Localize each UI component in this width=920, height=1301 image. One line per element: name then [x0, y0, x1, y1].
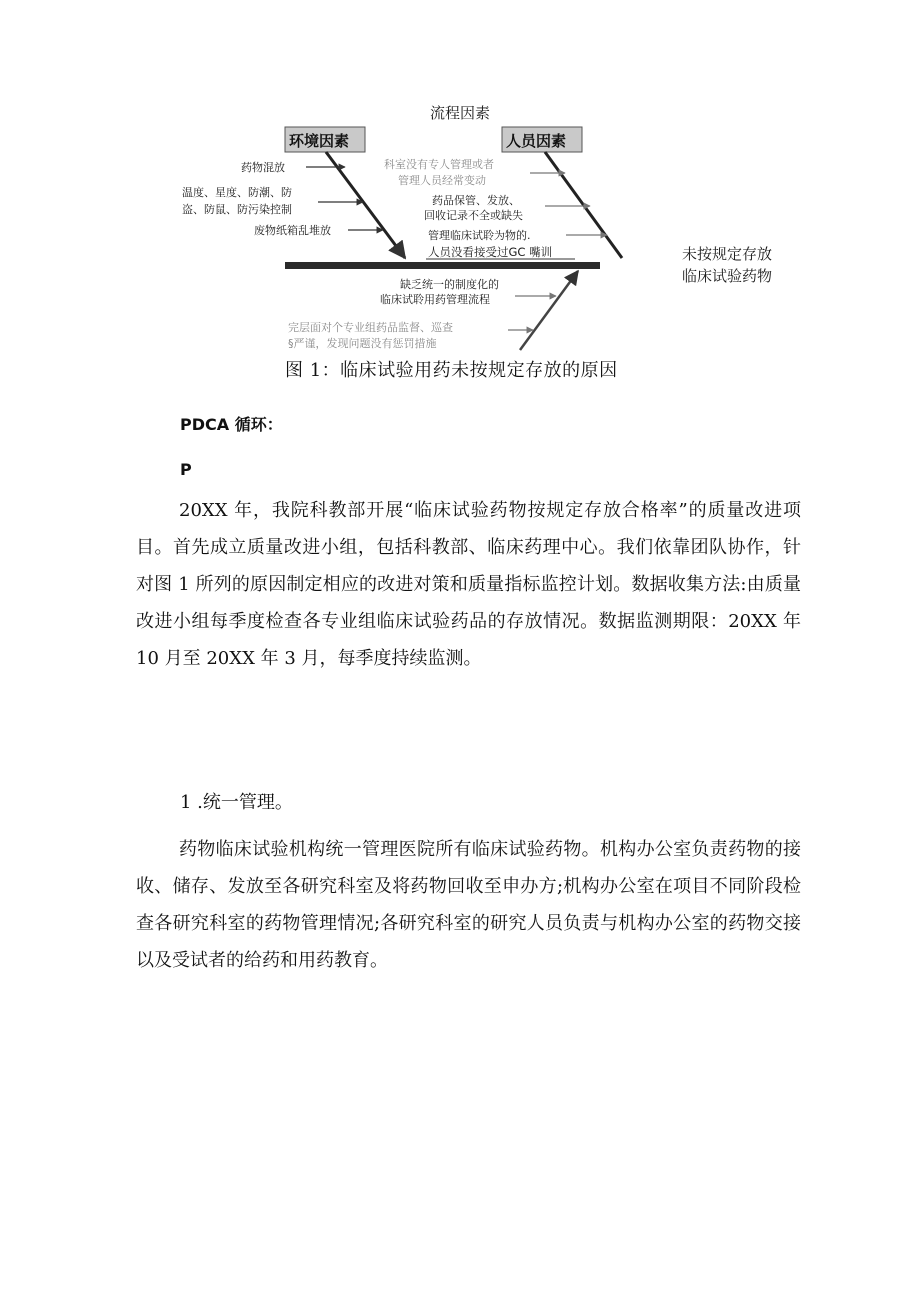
list-item-heading: 1 .统一管理。 — [180, 792, 293, 813]
effect-label-line2: 临床试验药物 — [682, 267, 773, 285]
fishbone-top-label: 流程因素 — [430, 104, 491, 122]
person-bone — [545, 152, 622, 258]
person-cause: 人员没看接受过GC 嘴训 — [428, 245, 553, 259]
env-cause: 药物混放 — [241, 161, 285, 174]
person-cause: 药品保管、发放、 — [432, 194, 520, 207]
figure-caption: 图 1：临床试验用药未按规定存放的原因 — [285, 360, 618, 381]
process-bone — [520, 271, 578, 350]
paragraph-management: 药物临床试验机构统一管理医院所有临床试验药物。机构办公室负责药物的接收、储存、发放至各研究科室及将药物回收至申办方;机构办公室在项目不同阶段检查各研究科室的药物管理情况;各研究科室的研究人员负责与机构办公室的药物交接以及受试者的给药和用药教育。 — [136, 839, 801, 971]
fishbone-diagram — [0, 0, 920, 360]
person-cause: 管理临床试聆为物的. — [428, 229, 531, 242]
paragraph-plan: 20XX 年，我院科教部开展“临床试验药物按规定存放合格率”的质量改进项目。首先成立质量改进小组，包括科教部、临床药理中心。我们依靠团队协作，针对图 1 所列的原因制定相应的改进对策和质量指标监控计划。数据收集方法:由质量改进小组每季度检查各专业组临床试验药品的存放情况。数据监测期限：20XX 年 10 月至 20XX 年 3 月，每季度持续监测。 — [136, 500, 801, 669]
fishbone-spine — [285, 262, 600, 269]
person-cause: 回收记录不全或缺失 — [424, 209, 523, 222]
person-cause: 科室没有专人管理或者 — [384, 158, 494, 171]
person-factor-label: 人员因素 — [506, 132, 567, 150]
process-cause: 临床试聆用药管理流程 — [380, 293, 490, 306]
env-cause: 废物纸箱乱堆放 — [254, 224, 331, 237]
env-cause: 盗、防鼠、防污染控制 — [182, 203, 292, 216]
process-cause: 完层面对个专业组药品监督、巡查 — [288, 321, 453, 334]
section-heading: PDCA 循环： — [180, 415, 283, 434]
env-factor-label: 环境因素 — [289, 132, 350, 150]
env-cause: 温度、星度、防潮、防 — [182, 186, 292, 199]
subsection-heading: P — [180, 460, 192, 479]
effect-label-line1: 未按规定存放 — [682, 245, 773, 263]
process-cause: 缺乏统一的制度化的 — [400, 278, 499, 291]
process-cause: §严谨，发现问题没有惩罚措施 — [288, 337, 437, 350]
person-cause: 管理人员经常变动 — [398, 174, 486, 187]
